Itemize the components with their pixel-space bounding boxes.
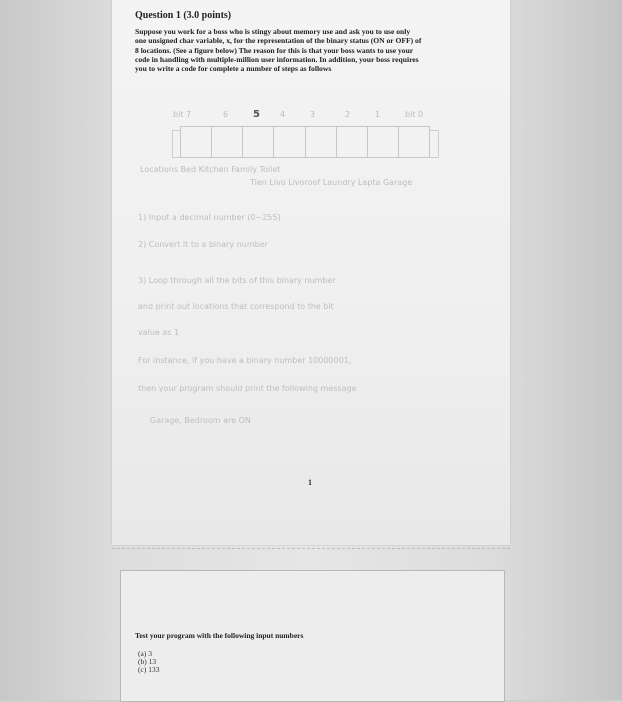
question-title: Question 1 (3.0 points) (135, 10, 232, 21)
question-body-line: one unsigned char variable, x, for the representation of the binary status (ON or OFF) of (135, 36, 422, 46)
question-body (135, 27, 495, 73)
document-page (112, 0, 510, 545)
test-item: (a) 3 (138, 649, 152, 658)
page-number: 1 (308, 478, 312, 487)
bit-cell (367, 126, 398, 158)
question-body-line: Suppose you work for a boss who is stingy about memory use and ask you to use only (135, 27, 411, 36)
bit-label: 4 (280, 110, 286, 119)
bit-cell (336, 126, 367, 158)
bit-label: 2 (345, 110, 351, 119)
bit-labels (165, 110, 455, 124)
bit-label: 6 (223, 110, 229, 119)
bit-cell (305, 126, 336, 158)
bit-label: bit 0 (405, 110, 424, 119)
question-body-line: 8 locations. (See a figure below) The reason for this is that your boss wants to use your (135, 45, 414, 55)
handwritten-line: 1) Input a decimal number (0~255) (138, 213, 281, 222)
bit-cell (398, 126, 430, 158)
bit-cell (211, 126, 242, 158)
test-item: (b) 13 (138, 657, 157, 667)
question-body-line: you to write a code for complete a number of steps as follows (135, 64, 332, 74)
test-item: (c) 133 (138, 665, 160, 675)
question-body-line: code in handling with multiple-million user information. In addition, your boss requires (135, 54, 419, 64)
handwritten-line: value as 1 (138, 328, 180, 337)
test-items (138, 650, 159, 675)
handwritten-line: and print out locations that correspond to the bit (138, 302, 334, 311)
brace-right (430, 130, 439, 158)
page-divider (112, 548, 510, 549)
handwritten-line: Garage, Bedroom are ON (150, 416, 251, 425)
bit-cell (242, 126, 273, 158)
handwritten-line: Locations Bed Kitchen Family Toilet (140, 165, 281, 174)
bit-cell (180, 126, 211, 158)
bit-label: 5 (253, 109, 260, 120)
bit-boxes (180, 126, 430, 158)
bit-label: 3 (310, 110, 316, 119)
handwritten-line: 2) Convert it to a binary number (138, 240, 268, 249)
test-label: Test your program with the following input numbers (135, 631, 304, 640)
handwritten-line: For instance, if you have a binary number 10000001, (138, 356, 352, 365)
handwritten-line: 3) Loop through all the bits of this binary number (138, 276, 336, 285)
handwritten-line: Tien Livo Livoroof Laundry Lapta Garage (250, 178, 413, 187)
bit-label: 1 (375, 110, 381, 119)
bit-cell (273, 126, 304, 158)
handwritten-line: then your program should print the following message (138, 384, 357, 393)
bit-label: bit 7 (173, 110, 192, 119)
